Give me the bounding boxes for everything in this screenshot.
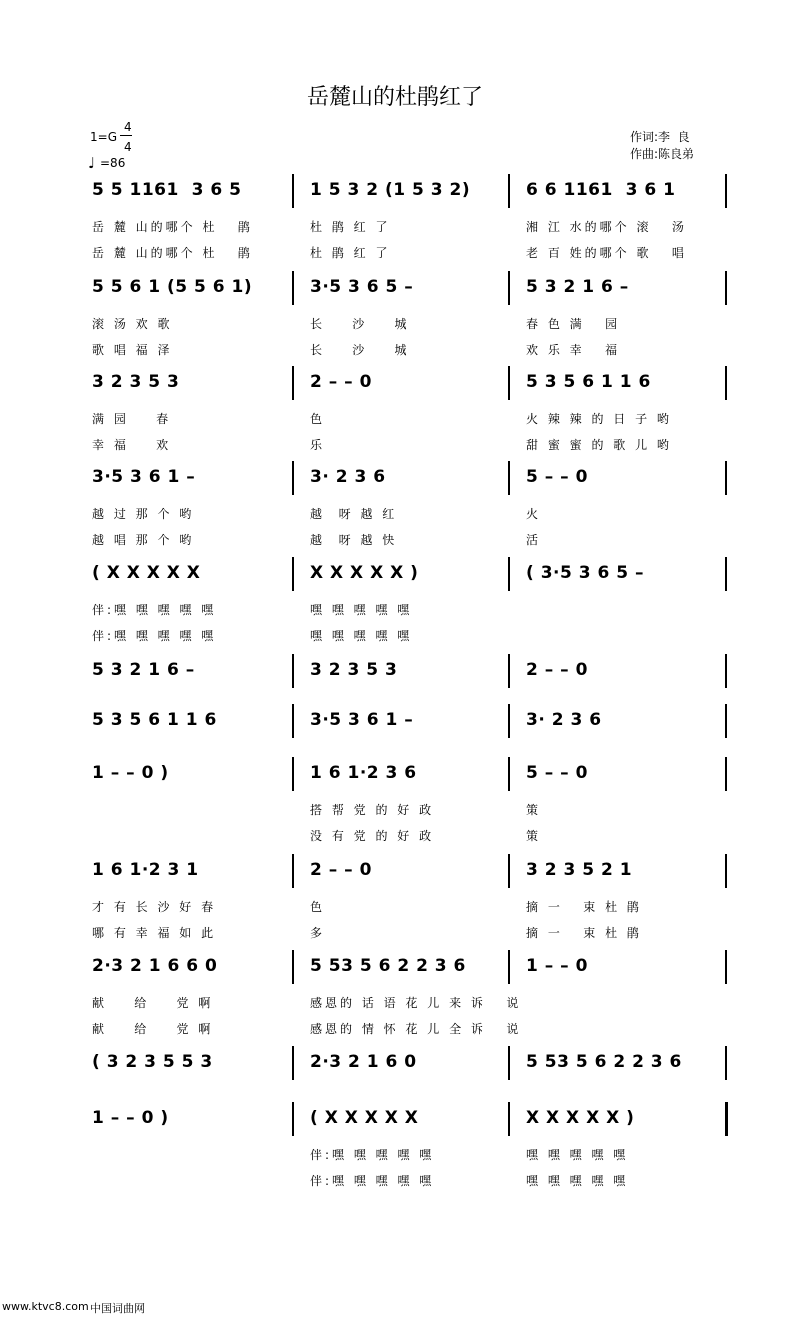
bar-line [508, 1046, 510, 1080]
lyric-line: 满 园 春 [92, 412, 172, 426]
measure-notes: 3 2 3 5 3 [92, 372, 180, 392]
bar-line [292, 757, 294, 791]
bar-line [725, 950, 727, 984]
bar-line [292, 174, 294, 208]
lyric-line: 伴:嘿 嘿 嘿 嘿 嘿 [310, 1174, 435, 1188]
lyric-line: 老 百 姓的哪个 歌 唱 [526, 246, 687, 260]
bar-line [508, 757, 510, 791]
footer-name: 中国词曲网 [90, 1302, 145, 1315]
lyric-line: 越 呀 越 快 [310, 533, 398, 547]
bar-line [508, 174, 510, 208]
bar-line [725, 174, 727, 208]
lyric-line: 长 沙 城 [310, 343, 410, 357]
measure-notes: 3·5 3 6 5 – [310, 277, 414, 297]
bar-line [725, 704, 727, 738]
lyric-line: 乐 [310, 438, 326, 452]
measure-notes: 3· 2 3 6 [310, 467, 386, 487]
tempo-marking: =86 [100, 156, 126, 170]
measure-notes: 2 – – 0 [310, 372, 372, 392]
measure-notes: 5 – – 0 [526, 763, 588, 783]
lyric-line: 策 [526, 803, 542, 817]
measure-notes: 1 6 1·2 3 1 [92, 860, 199, 880]
bar-line [292, 557, 294, 591]
measure-notes: 3 2 3 5 2 1 [526, 860, 633, 880]
bar-line [292, 950, 294, 984]
lyric-line: 甜 蜜 蜜 的 歌 儿 哟 [526, 438, 672, 452]
measure-notes: ( 3·5 3 6 5 – [526, 563, 644, 583]
measure-notes: 5 3 5 6 1 1 6 [526, 372, 651, 392]
measure-notes: 1 6 1·2 3 6 [310, 763, 417, 783]
time-signature-line [120, 135, 132, 136]
time-signature-top: 4 [124, 120, 132, 134]
lyric-line: 越 过 那 个 哟 [92, 507, 195, 521]
measure-notes: X X X X X ) [526, 1108, 635, 1128]
lyric-line: 长 沙 城 [310, 317, 410, 331]
lyric-line: 火 辣 辣 的 日 子 哟 [526, 412, 672, 426]
lyric-line: 摘 一 束 杜 鹃 [526, 900, 642, 914]
lyric-line: 哪 有 幸 福 如 此 [92, 926, 217, 940]
lyric-line: 湘 江 水的哪个 滚 汤 [526, 220, 687, 234]
measure-notes: 2 – – 0 [526, 660, 588, 680]
lyric-line: 岳 麓 山的哪个 杜 鹃 [92, 220, 253, 234]
measure-notes: 3·5 3 6 1 – [310, 710, 414, 730]
lyric-line: 幸 福 欢 [92, 438, 172, 452]
bar-line [508, 461, 510, 495]
measure-notes: 5 53 5 6 2 2 3 6 [310, 956, 466, 976]
key-signature: 1=G [90, 130, 117, 144]
bar-line [508, 704, 510, 738]
bar-line [508, 854, 510, 888]
lyric-line: 献 给 党 啊 [92, 1022, 214, 1036]
measure-notes: 1 5 3 2 (1 5 3 2) [310, 180, 471, 200]
page-title: 岳麓山的杜鹃红了 [306, 85, 483, 110]
measure-notes: 3·5 3 6 1 – [92, 467, 196, 487]
measure-notes: 1 – – 0 ) [92, 763, 169, 783]
measure-notes: ( X X X X X [310, 1108, 419, 1128]
quarter-note-icon: ♩ [88, 154, 96, 172]
bar-line [725, 461, 727, 495]
lyric-line: 才 有 长 沙 好 春 [92, 900, 217, 914]
measure-notes: 5 3 5 6 1 1 6 [92, 710, 217, 730]
measure-notes: 2·3 2 1 6 6 0 [92, 956, 218, 976]
lyric-line: 岳 麓 山的哪个 杜 鹃 [92, 246, 253, 260]
lyric-line: 杜 鹃 红 了 [310, 220, 391, 234]
lyric-line: 策 [526, 829, 542, 843]
bar-line [725, 757, 727, 791]
lyric-line: 杜 鹃 红 了 [310, 246, 391, 260]
lyric-line: 嘿 嘿 嘿 嘿 嘿 [310, 603, 413, 617]
lyric-line: 嘿 嘿 嘿 嘿 嘿 [526, 1174, 629, 1188]
lyric-line: 没 有 党 的 好 政 [310, 829, 435, 843]
measure-notes: 3· 2 3 6 [526, 710, 602, 730]
lyric-line: 滚 汤 欢 歌 [92, 317, 173, 331]
lyric-line: 欢 乐 幸 福 [526, 343, 621, 357]
bar-line [292, 1046, 294, 1080]
bar-line [292, 704, 294, 738]
lyric-line: 搭 帮 党 的 好 政 [310, 803, 435, 817]
bar-line [508, 654, 510, 688]
bar-line [292, 854, 294, 888]
lyric-line: 伴:嘿 嘿 嘿 嘿 嘿 [92, 629, 217, 643]
measure-notes: 2·3 2 1 6 0 [310, 1052, 417, 1072]
bar-line [292, 1102, 294, 1136]
bar-line [292, 271, 294, 305]
lyric-line: 伴:嘿 嘿 嘿 嘿 嘿 [310, 1148, 435, 1162]
lyric-line: 献 给 党 啊 [92, 996, 214, 1010]
footer-site: www.ktvc8.com [2, 1300, 89, 1313]
bar-line [508, 950, 510, 984]
lyric-line: 嘿 嘿 嘿 嘿 嘿 [526, 1148, 629, 1162]
lyric-line: 感恩的 情 怀 花 儿 全 诉 说 [310, 1022, 522, 1036]
lyric-line: 多 [310, 926, 326, 940]
measure-notes: 5 5 6 1 (5 5 6 1) [92, 277, 253, 297]
bar-line [292, 654, 294, 688]
bar-line [725, 654, 727, 688]
bar-line [725, 854, 727, 888]
measure-notes: 5 – – 0 [526, 467, 588, 487]
lyric-line: 活 [526, 533, 542, 547]
measure-notes: 1 – – 0 ) [92, 1108, 169, 1128]
lyric-line: 越 呀 越 红 [310, 507, 398, 521]
measure-notes: 6 6 1161 3 6 1 [526, 180, 676, 200]
bar-line [508, 271, 510, 305]
lyricist-credit: 作词:李 良 [630, 130, 690, 144]
bar-line [508, 557, 510, 591]
measure-notes: 5 3 2 1 6 – [526, 277, 629, 297]
lyric-line: 色 [310, 900, 326, 914]
time-signature-bottom: 4 [124, 140, 132, 154]
lyric-line: 春 色 满 园 [526, 317, 621, 331]
measure-notes: X X X X X ) [310, 563, 419, 583]
bar-line [508, 366, 510, 400]
lyric-line: 摘 一 束 杜 鹃 [526, 926, 642, 940]
measure-notes: 5 53 5 6 2 2 3 6 [526, 1052, 682, 1072]
bar-line [725, 271, 727, 305]
bar-line [292, 461, 294, 495]
lyric-line: 歌 唱 福 泽 [92, 343, 173, 357]
bar-line [725, 1046, 727, 1080]
lyric-line: 越 唱 那 个 哟 [92, 533, 195, 547]
measure-notes: 1 – – 0 [526, 956, 588, 976]
lyric-line: 伴:嘿 嘿 嘿 嘿 嘿 [92, 603, 217, 617]
composer-credit: 作曲:陈良弟 [630, 147, 695, 161]
measure-notes: 5 5 1161 3 6 5 [92, 180, 242, 200]
bar-line [725, 1102, 728, 1136]
measure-notes: 5 3 2 1 6 – [92, 660, 195, 680]
measure-notes: ( 3 2 3 5 5 3 [92, 1052, 213, 1072]
bar-line [725, 557, 727, 591]
bar-line [725, 366, 727, 400]
measure-notes: 2 – – 0 [310, 860, 372, 880]
measure-notes: ( X X X X X [92, 563, 201, 583]
lyric-line: 嘿 嘿 嘿 嘿 嘿 [310, 629, 413, 643]
lyric-line: 色 [310, 412, 326, 426]
bar-line [292, 366, 294, 400]
measure-notes: 3 2 3 5 3 [310, 660, 398, 680]
lyric-line: 感恩的 话 语 花 儿 来 诉 说 [310, 996, 522, 1010]
bar-line [508, 1102, 510, 1136]
lyric-line: 火 [526, 507, 542, 521]
